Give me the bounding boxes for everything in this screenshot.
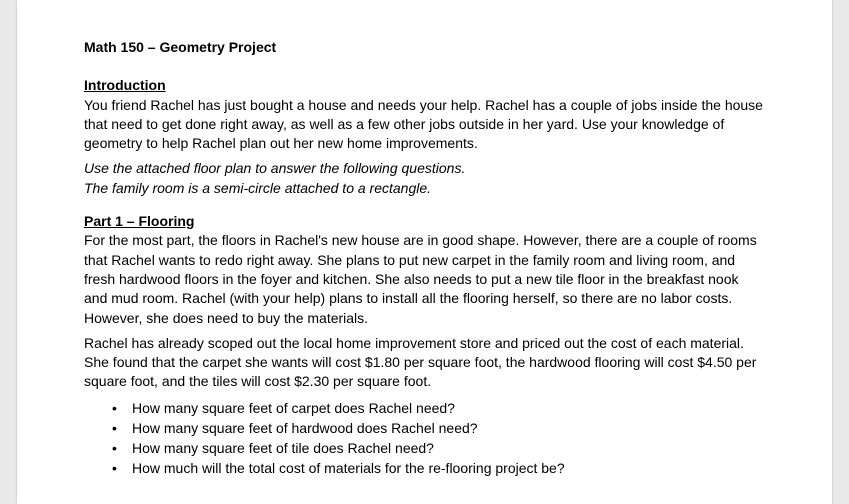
- question-list: [84, 398, 764, 478]
- intro-note-family-room: The family room is a semi-circle attached to a rectangle.: [84, 179, 432, 196]
- question-text: How many square feet of hardwood does Rachel need?: [132, 419, 478, 436]
- bullet-icon: •: [112, 459, 117, 476]
- intro-note-floor-plan: Use the attached floor plan to answer the following questions.: [84, 160, 466, 177]
- list-item: [112, 458, 764, 478]
- list-item: [112, 438, 764, 458]
- document-title: Math 150 – Geometry Project: [84, 39, 277, 55]
- document-content: [84, 38, 764, 478]
- question-text: How many square feet of tile does Rachel need?: [132, 439, 434, 456]
- bullet-icon: •: [112, 399, 117, 416]
- bullet-icon: •: [112, 419, 117, 436]
- bullet-icon: •: [112, 439, 117, 456]
- list-item: [112, 418, 764, 438]
- list-item: [112, 398, 764, 418]
- question-text: How many square feet of carpet does Rachel need?: [132, 399, 455, 416]
- intro-heading: Introduction: [84, 77, 166, 94]
- part1-paragraph-2: Rachel has already scoped out the local home improvement store and priced out the cost of each material. She found that the carpet she wants will cost $1.80 per square foot, the hardwood flooring will cost $4.50 per square foot, and the tiles will cost $2.30 per square foot.: [84, 334, 757, 390]
- part1-paragraph-1: For the most part, the floors in Rachel's new house are in good shape. However, there are a couple of rooms that Rachel wants to redo right away. She plans to put new carpet in the family room and living room, and fresh hardwood floors in the foyer and kitchen. She also needs to put a new tile floor in the breakfast nook and mud room. Rachel (with your help) plans to install all the flooring herself, so there are no labor costs. However, she does need to buy the materials.: [84, 232, 757, 326]
- section-spacer: [84, 198, 764, 212]
- part1-heading: Part 1 – Flooring: [84, 213, 195, 230]
- document-page: [17, 0, 832, 504]
- intro-paragraph: You friend Rachel has just bought a house and needs your help. Rachel has a couple of jobs inside the house that need to get done right away, as well as a few other jobs outside in her yard. Use your knowledge of geometry to help Rachel plan out her new home improvements.: [84, 96, 763, 152]
- question-text: How much will the total cost of materials for the re-flooring project be?: [132, 459, 565, 476]
